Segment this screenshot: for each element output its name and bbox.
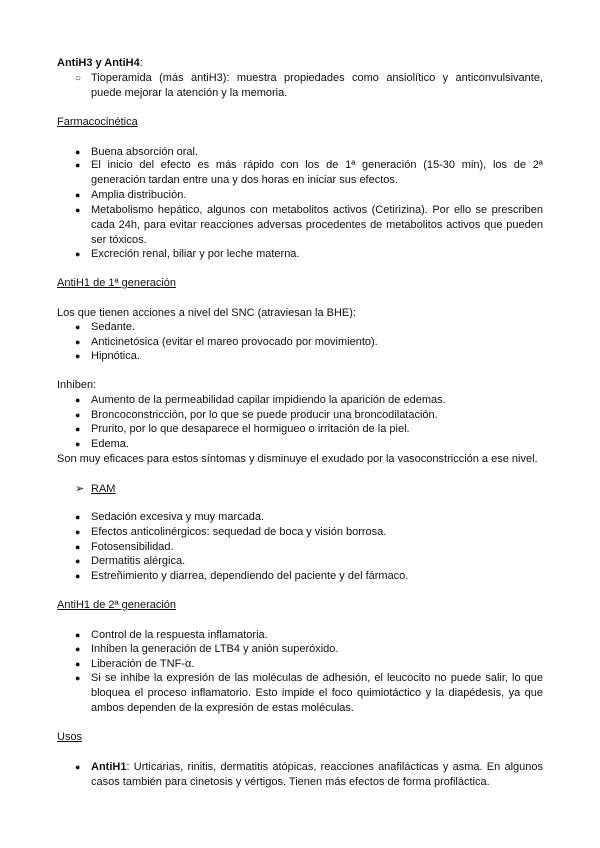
farmaco-item-4-line3: ser tóxicos.: [91, 234, 147, 246]
farmaco-item-1: Buena absorción oral.: [91, 146, 199, 158]
usos-item-bold: AntiH1: [91, 761, 127, 773]
bullet-icon: ●: [75, 160, 81, 170]
ram-item-2: Efectos anticolinérgicos: sequedad de boca y visión borrosa.: [91, 526, 387, 538]
gen2-item-2: Inhiben la generación de LTB4 y anión superóxido.: [91, 643, 339, 655]
gen2-item-4-line2: bloquea el proceso inflamatorio. Esto impide el foco quimiotáctico y la diapédesis, ya que: [91, 687, 543, 699]
gen1-intro: Los que tienen acciones a nivel del SNC (atraviesan la BHE):: [57, 307, 356, 319]
farmaco-heading: Farmacocinética: [57, 116, 138, 128]
usos-item-line1-rest: : Urticarias, rinitis, dermatitis atópicas, reacciones anafilácticas y asma. En algunos: [126, 761, 543, 773]
gen2-item-4-line3: ambos dependen de la expresión de estas moléculas.: [91, 702, 354, 714]
ram-heading: RAM: [91, 483, 116, 495]
antih34-item-line1: Tioperamida (más antiH3): muestra propiedades como ansiolítico y anticonvulsivante,: [91, 72, 543, 84]
bullet-icon: ●: [75, 205, 81, 215]
bullet-icon: ●: [75, 410, 81, 420]
ram-item-4: Dermatitis alérgica.: [91, 555, 186, 567]
ram-item-1: Sedación excesiva y muy marcada.: [91, 511, 265, 523]
bullet-icon: ●: [75, 395, 81, 405]
gen1-inhiben-item-3: Prurito, por lo que desaparece el hormigueo o irritación de la piel.: [91, 423, 410, 435]
antih34-colon: :: [139, 57, 143, 69]
antih34-heading-line: [57, 56, 543, 71]
gen2-item-3: Liberación de TNF-α.: [91, 658, 195, 670]
gen1-inhiben-item-2: Broncoconstricción, por lo que se puede producir una broncodilatación.: [91, 409, 438, 421]
gen1-snc-item-1: Sedante.: [91, 321, 136, 333]
gen1-snc-item-3: Hipnótica.: [91, 350, 140, 362]
bullet-icon: ●: [75, 147, 81, 157]
farmaco-item-2-line1: El inicio del efecto es más rápido con los de 1ª generación (15-30 min), los de 2ª: [91, 159, 543, 171]
bullet-icon: ●: [75, 673, 81, 683]
farmaco-item-3: Amplia distribución.: [91, 189, 187, 201]
gen1-heading: AntiH1 de 1ª generación: [57, 277, 177, 289]
gen1-summary: Son muy eficaces para estos síntomas y disminuye el exudado por la vasoconstricción a ese nivel.: [57, 453, 538, 465]
bullet-icon: ●: [75, 424, 81, 434]
usos-item-line1: [91, 760, 543, 775]
gen1-snc-item-2: Anticinetósica (evitar el mareo provocado por movimiento).: [91, 336, 378, 348]
bullet-icon: ●: [75, 762, 81, 772]
bullet-icon: ●: [75, 249, 81, 259]
farmaco-item-4-line2: cada 24h, para evitar reacciones adversas procedentes de metabolitos activos que pueden: [91, 219, 543, 231]
gen2-heading: AntiH1 de 2ª generación: [57, 599, 177, 611]
bullet-icon: ●: [75, 630, 81, 640]
usos-heading: Usos: [57, 731, 83, 743]
antih34-heading: AntiH3 y AntiH4: [57, 57, 140, 69]
bullet-icon: ●: [75, 337, 81, 347]
bullet-icon: ●: [75, 571, 81, 581]
ram-item-5: Estreñimiento y diarrea, dependiendo del paciente y del fármaco.: [91, 570, 409, 582]
gen1-inhiben-item-1: Aumento de la permeabilidad capilar impidiendo la aparición de edemas.: [91, 394, 446, 406]
farmaco-item-4-line1: Metabolismo hepático, algunos con metabolitos activos (Cetirizina). Por ello se prescriben: [91, 204, 543, 216]
bullet-icon: ●: [75, 512, 81, 522]
gen1-inhiben-item-4: Edema.: [91, 438, 129, 450]
farmaco-item-2-line2: generación tardan entre una y dos horas en iniciar sus efectos.: [91, 174, 398, 186]
gen2-item-4-line1: Si se inhibe la expresión de las moléculas de adhesión, el leucocito no puede salir, lo que: [91, 672, 543, 684]
bullet-icon: ●: [75, 527, 81, 537]
bullet-icon: ●: [75, 644, 81, 654]
antih34-item-line2: puede mejorar la atención y la memoria.: [91, 87, 288, 99]
gen2-item-1: Control de la respuesta inflamatoria.: [91, 629, 268, 641]
ram-item-3: Fotosensibilidad.: [91, 541, 174, 553]
bullet-icon: ●: [75, 439, 81, 449]
arrow-bullet-icon: ➢: [75, 483, 85, 495]
bullet-icon: ●: [75, 542, 81, 552]
bullet-icon: ●: [75, 659, 81, 669]
gen1-inhiben-label: Inhiben:: [57, 379, 97, 391]
bullet-icon: ●: [75, 556, 81, 566]
bullet-icon: ●: [75, 190, 81, 200]
farmaco-item-5: Excreción renal, biliar y por leche materna.: [91, 248, 300, 260]
bullet-icon: ●: [75, 351, 81, 361]
usos-item-line2: casos también para cinetosis y vértigos. Tienen más efectos de forma profiláctica.: [91, 776, 490, 788]
bullet-icon: ●: [75, 322, 81, 332]
ring-bullet-icon: ○: [75, 73, 82, 84]
